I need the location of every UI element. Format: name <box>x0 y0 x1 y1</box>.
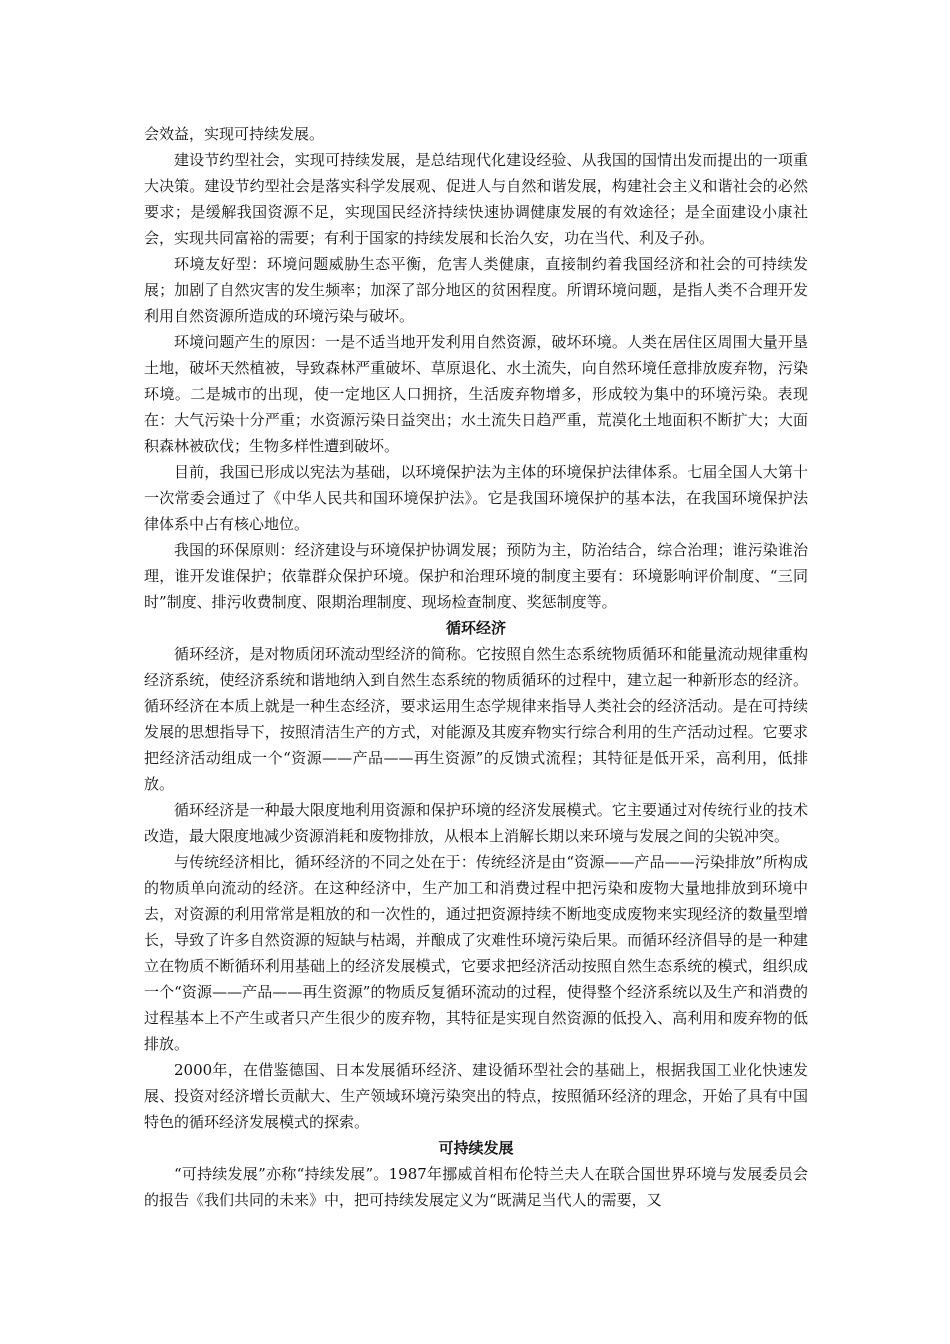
paragraph-circular-model: 循环经济是一种最大限度地利用资源和保护环境的经济发展模式。它主要通过对传统行业的技术改造，最大限度地减少资源消耗和废物排放，从根本上消解长期以来环境与发展之间的尖锐冲突。 <box>144 801 808 845</box>
paragraph-environment-law: 目前，我国已形成以宪法为基础，以环境保护法为主体的环境保护法律体系。七届全国人大第十一次常委会通过了《中华人民共和国环境保护法》。它是我国环境保护的基本法，在我国环境保护法律体系中占有核心地位。 <box>144 463 808 533</box>
paragraph-environment-friendly: 环境友好型：环境问题威胁生态平衡，危害人类健康，直接制约着我国经济和社会的可持续发展；加剧了自然灾害的发生频率；加深了部分地区的贫困程度。所谓环境问题，是指人类不合理开发利用自然资源所造成的环境污染与破坏。 <box>144 255 808 325</box>
paragraph-sustainable-definition: “可持续发展”亦称“持续发展”。1987年挪威首相布伦特兰夫人在联合国世界环境与发展委员会的报告《我们共同的未来》中，把可持续发展定义为“既满足当代人的需要，又 <box>144 1165 808 1209</box>
paragraph-circular-china: 2000年，在借鉴德国、日本发展循环经济、建设循环型社会的基础上，根据我国工业化快速发展、投资对经济增长贡献大、生产领域环境污染突出的特点，按照循环经济的理念，开始了具有中国特色的循环经济发展模式的探索。 <box>144 1061 808 1131</box>
paragraph-environment-causes: 环境问题产生的原因：一是不适当地开发利用自然资源，破坏环境。人类在居住区周围大量开垦土地，破坏天然植被，导致森林严重破坏、草原退化、水土流失，向自然环境任意排放废弃物，污染环境。二是城市的出现，使一定地区人口拥挤，生活废弃物增多，形成较为集中的环境污染。表现在：大气污染十分严重；水资源污染日益突出；水土流失日趋严重，荒漠化土地面积不断扩大；大面积森林被砍伐；生物多样性遭到破坏。 <box>144 333 808 455</box>
section-heading-sustainable-development: 可持续发展 <box>438 1139 514 1157</box>
document-page <box>144 121 808 1213</box>
section-heading-circular-economy: 循环经济 <box>445 619 506 637</box>
paragraph-circular-definition: 循环经济，是对物质闭环流动型经济的简称。它按照自然生态系统物质循环和能量流动规律重构经济系统，使经济系统和谐地纳入到自然生态系统的物质循环的过程中，建立起一种新形态的经济。循环经济在本质上就是一种生态经济，要求运用生态学规律来指导人类社会的经济活动。是在可持续发展的思想指导下，按照清洁生产的方式，对能源及其废弃物实行综合利用的生产活动过程。它要求把经济活动组成一个“资源——产品——再生资源”的反馈式流程；其特征是低开采，高利用，低排放。 <box>144 645 808 793</box>
paragraph-continuation: 会效益，实现可持续发展。 <box>144 125 325 143</box>
paragraph-conservation-society: 建设节约型社会，实现可持续发展，是总结现代化建设经验、从我国的国情出发而提出的一项重大决策。建设节约型社会是落实科学发展观、促进人与自然和谐发展，构建社会主义和谐社会的必然要求；是缓解我国资源不足，实现国民经济持续快速协调健康发展的有效途径；是全面建设小康社会，实现共同富裕的需要；有利于国家的持续发展和长治久安，功在当代、利及子孙。 <box>144 151 808 247</box>
paragraph-circular-comparison: 与传统经济相比，循环经济的不同之处在于：传统经济是由“资源——产品——污染排放”所构成的物质单向流动的经济。在这种经济中，生产加工和消费过程中把污染和废物大量地排放到环境中去，对资源的利用常常是粗放的和一次性的，通过把资源持续不断地变成废物来实现经济的数量型增长，导致了许多自然资源的短缺与枯竭，并酿成了灾难性环境污染后果。而循环经济倡导的是一种建立在物质不断循环利用基础上的经济发展模式，它要求把经济活动按照自然生态系统的模式，组织成一个“资源——产品——再生资源”的物质反复循环流动的过程，使得整个经济系统以及生产和消费的过程基本上不产生或者只产生很少的废弃物，其特征是实现自然资源的低投入、高利用和废弃物的低排放。 <box>144 853 808 1053</box>
paragraph-environment-principles: 我国的环保原则：经济建设与环境保护协调发展；预防为主，防治结合，综合治理；谁污染谁治理，谁开发谁保护；依靠群众保护环境。保护和治理环境的制度主要有：环境影响评价制度、“三同时”制度、排污收费制度、限期治理制度、现场检查制度、奖惩制度等。 <box>144 541 808 611</box>
